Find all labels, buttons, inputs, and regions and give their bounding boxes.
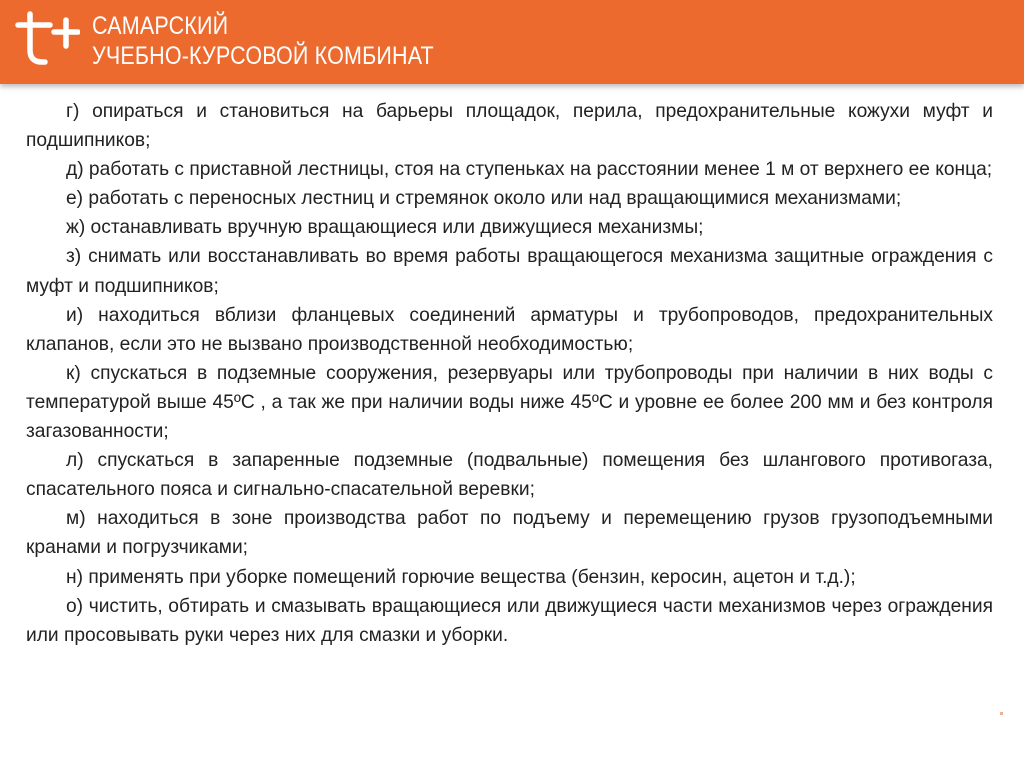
company-name-line2: УЧЕБНО-КУРСОВОЙ КОМБИНАТ — [92, 42, 434, 70]
list-item: г) опираться и становиться на барьеры площадок, перила, предохранительные кожухи муфт и подшипников; — [26, 101, 993, 152]
list-item: м) находиться в зоне производства работ по подъему и перемещению грузов грузоподъемными кранами и погрузчиками; — [26, 508, 993, 559]
list-item: е) работать с переносных лестниц и стремянок около или над вращающимися механизмами; — [66, 188, 902, 210]
list-item: к) спускаться в подземные сооружения, резервуары или трубопроводы при наличии в них воды с температурой выше 45ºС , а так же при наличии воды ниже 45ºС и уровне ее более 200 мм и без контроля загазованности; — [26, 362, 993, 443]
list-item: и) находиться вблизи фланцевых соединений арматуры и трубопроводов, предохранительных клапанов, если это не вызвано производственной необходимостью; — [26, 304, 993, 355]
list-item: л) спускаться в запаренные подземные (подвальные) помещения без шлангового противогаза, спасательного пояса и сигнально-спасательной веревки; — [26, 450, 993, 501]
list-item: о) чистить, обтирать и смазывать вращающиеся или движущиеся части механизмов через ограждения или просовывать руки через них для смазки и уборки. — [26, 595, 993, 646]
decorative-dot — [1000, 712, 1003, 715]
company-name — [92, 11, 434, 71]
list-item: з) снимать или восстанавливать во время работы вращающегося механизма защитные ограждения с муфт и подшипников; — [26, 246, 993, 297]
list-item: н) применять при уборке помещений горючие вещества (бензин, керосин, ацетон и т.д.); — [66, 566, 856, 588]
list-item: д) работать с приставной лестницы, стоя на ступеньках на расстоянии менее 1 м от верхнего ее конца; — [66, 159, 993, 181]
t-plus-logo-icon — [14, 10, 80, 74]
list-item: ж) останавливать вручную вращающиеся или движущиеся механизмы; — [66, 217, 704, 239]
company-name-line1: САМАРСКИЙ — [92, 12, 229, 40]
header-bar — [0, 0, 1024, 84]
rules-list — [26, 97, 993, 650]
